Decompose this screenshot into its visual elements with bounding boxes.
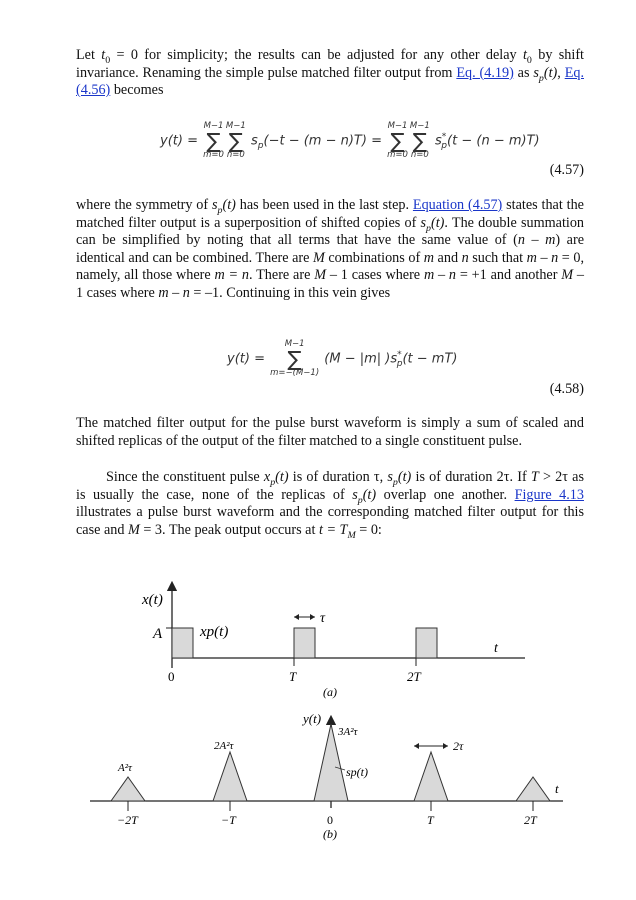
link-eq-4-19[interactable]: Eq. (4.19): [456, 64, 514, 81]
b-tick-2T: 2T: [524, 813, 537, 827]
b-caption: (b): [323, 827, 337, 841]
peak-label: 3A²τ: [338, 726, 358, 738]
pulse-2: [416, 628, 437, 658]
a-caption: (a): [323, 685, 337, 699]
sum-m-2: M−1 ∑ m=0: [387, 121, 408, 160]
figure-b: [90, 711, 563, 841]
a-tick-T: T: [289, 669, 297, 684]
b-tick-minus-T: −T: [221, 813, 236, 827]
label-A2tau: A²τ: [118, 762, 132, 774]
equation-4-58: y(t) = M−1 ∑ m=−(M−1) (M − |m| )$s^*_p(t - mT)$: [227, 339, 458, 378]
sum-m-symmetric: M−1 ∑ m=−(M−1): [270, 339, 320, 378]
triangle-minus-T: [213, 752, 247, 801]
link-eq-4-57[interactable]: Equation (4.57): [412, 197, 503, 213]
a-t-label: t: [494, 641, 498, 656]
sp-label: sp(t): [346, 765, 368, 779]
figure-a: [141, 586, 525, 699]
link-eq-4-56[interactable]: Eq. (4.56): [76, 64, 584, 99]
a-y-label: x(t): [142, 592, 163, 608]
pulse-0: [172, 628, 193, 658]
equation-4-57: y(t) = M−1 ∑ m=0 M−1 ∑ n=0 $s_p(-t - (m - n)T)$ = M−1 ∑ m=0 M−1 ∑ n=0 $s^*_p(t - (n - m)T)$: [160, 121, 540, 160]
label-2A2tau: 2A²τ: [214, 740, 234, 752]
paragraph-1: Let $t_0 = 0$ for simplicity; the results can be adjusted for any other delay $t_0$ by shift invariance. Renaming the simple pulse matched filter output from Eq. (4.19) as $s_p(t)$, Eq. (4.56) becomes: [76, 47, 584, 99]
tau-label: τ: [320, 611, 326, 626]
sum-m: M−1 ∑ m=0: [203, 121, 224, 160]
sum-n: M−1 ∑ n=0: [225, 121, 246, 160]
xp-label: xp(t): [200, 624, 229, 640]
equation-number-4-57: (4.57): [549, 162, 584, 178]
a-tick-0: 0: [168, 669, 175, 684]
triangle-T: [414, 752, 448, 801]
sum-n-2: M−1 ∑ n=0: [409, 121, 430, 160]
a-amp-label: A: [153, 626, 163, 642]
b-t-label: t: [555, 781, 559, 796]
b-tick-T: T: [427, 813, 434, 827]
b-tick-minus-2T: −2T: [117, 813, 138, 827]
pulse-1: [294, 628, 315, 658]
equation-number-4-58: (4.58): [549, 381, 584, 397]
b-y-label: y(t): [303, 711, 322, 726]
b-tick-0: 0: [327, 813, 333, 827]
triangle-minus-2T: [111, 777, 145, 801]
paragraph-3: The matched filter output for the pulse burst waveform is simply a sum of scaled and shifted replicas of the output of the filter matched to a single constituent pulse.: [76, 415, 584, 449]
paragraph-2: where the symmetry of $s_p(t)$ has been used in the last step. Equation (4.57) states that the matched filter output is a superposition of shifted copies of $s_p(t)$. The double summation can be simplified by noting that all terms that have the same value of (n – m) are identical and can be combined. There are M combinations of m and n such that m – n = 0, namely, all those where m = n. There are M – 1 cases where m – n = +1 and another M – 1 cases where m – n = –1. Continuing in this vein gives: [76, 197, 585, 301]
link-figure-4-13[interactable]: Figure 4.13: [514, 486, 584, 503]
triangle-2T: [516, 777, 550, 801]
paragraph-4: Since the constituent pulse $x_p(t)$ is of duration τ, $s_p(t)$ is of duration 2τ. If T > 2τ as is usually the case, none of the replicas of $s_p(t)$ overlap one another. Figure 4.13 illustrates a pulse burst waveform and the corresponding matched filter output for this case and M = 3. The peak output occurs at $t = T_M = 0$:: [76, 469, 584, 541]
a-tick-2T: 2T: [407, 669, 421, 684]
two-tau-label: 2τ: [453, 739, 464, 753]
